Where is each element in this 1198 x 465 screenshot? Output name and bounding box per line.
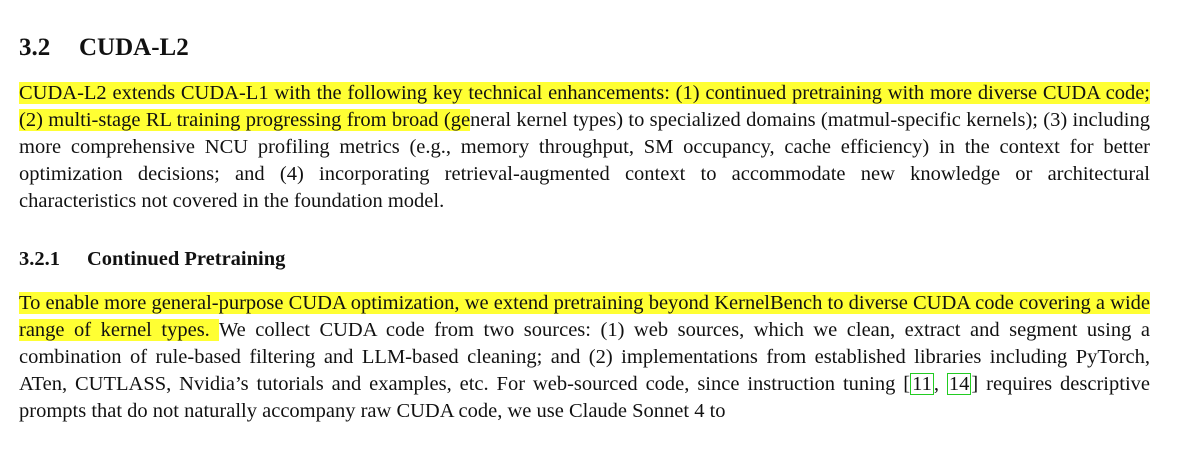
citation-open-bracket: [ xyxy=(903,373,911,395)
paragraph-2-text: We collect CUDA code from two sources: (1) web sources, which we clean, extract and segment using a combination of rule-based filtering and LLM-based cleaning; and (2) implementations from established libraries including PyTorch, ATen, CUTLASS, Nvidia’s tutorials and examples, etc. For web-sourced code, since instruction tuning xyxy=(19,319,1150,395)
section-number: 3.2 xyxy=(19,34,51,61)
section-title: CUDA-L2 xyxy=(79,34,189,61)
citation-link-14[interactable]: 14 xyxy=(948,373,970,395)
paragraph-1 xyxy=(19,80,1150,215)
paragraph-2-tail: requires descriptive prompts that do not naturally accompany raw CUDA code, we use Claude Sonnet 4 to xyxy=(19,373,1150,422)
paragraph-2 xyxy=(19,290,1150,425)
citation-link-11[interactable]: 11 xyxy=(912,373,932,395)
highlighted-text-2: To enable more general-purpose CUDA optimization, we extend pretraining beyond KernelBench to diverse CUDA code covering a wide range of kernel types. xyxy=(19,292,1150,341)
subsection-heading xyxy=(19,245,285,273)
paragraph-1-text: neral kernel types) to specialized domains (matmul-specific kernels); (3) including more comprehensive NCU profiling metrics (e.g., memory throughput, SM occupancy, cache efficiency) in the context for better optimization decisions; and (4) incorporating retrieval-augmented context to accommodate new knowledge or architectural characteristics not covered in the foundation model. xyxy=(19,109,1150,212)
subsection-title: Continued Pretraining xyxy=(87,248,286,270)
citation-group xyxy=(903,373,978,395)
subsection-number: 3.2.1 xyxy=(19,248,60,270)
citation-separator: , xyxy=(933,373,947,395)
highlighted-text-1: CUDA-L2 extends CUDA-L1 with the following key technical enhancements: (1) continued pretraining with more diverse CUDA code; (2) multi-stage RL training progressing from broad (ge xyxy=(19,82,1150,131)
section-heading xyxy=(19,31,189,65)
citation-close-bracket: ] xyxy=(971,373,979,395)
